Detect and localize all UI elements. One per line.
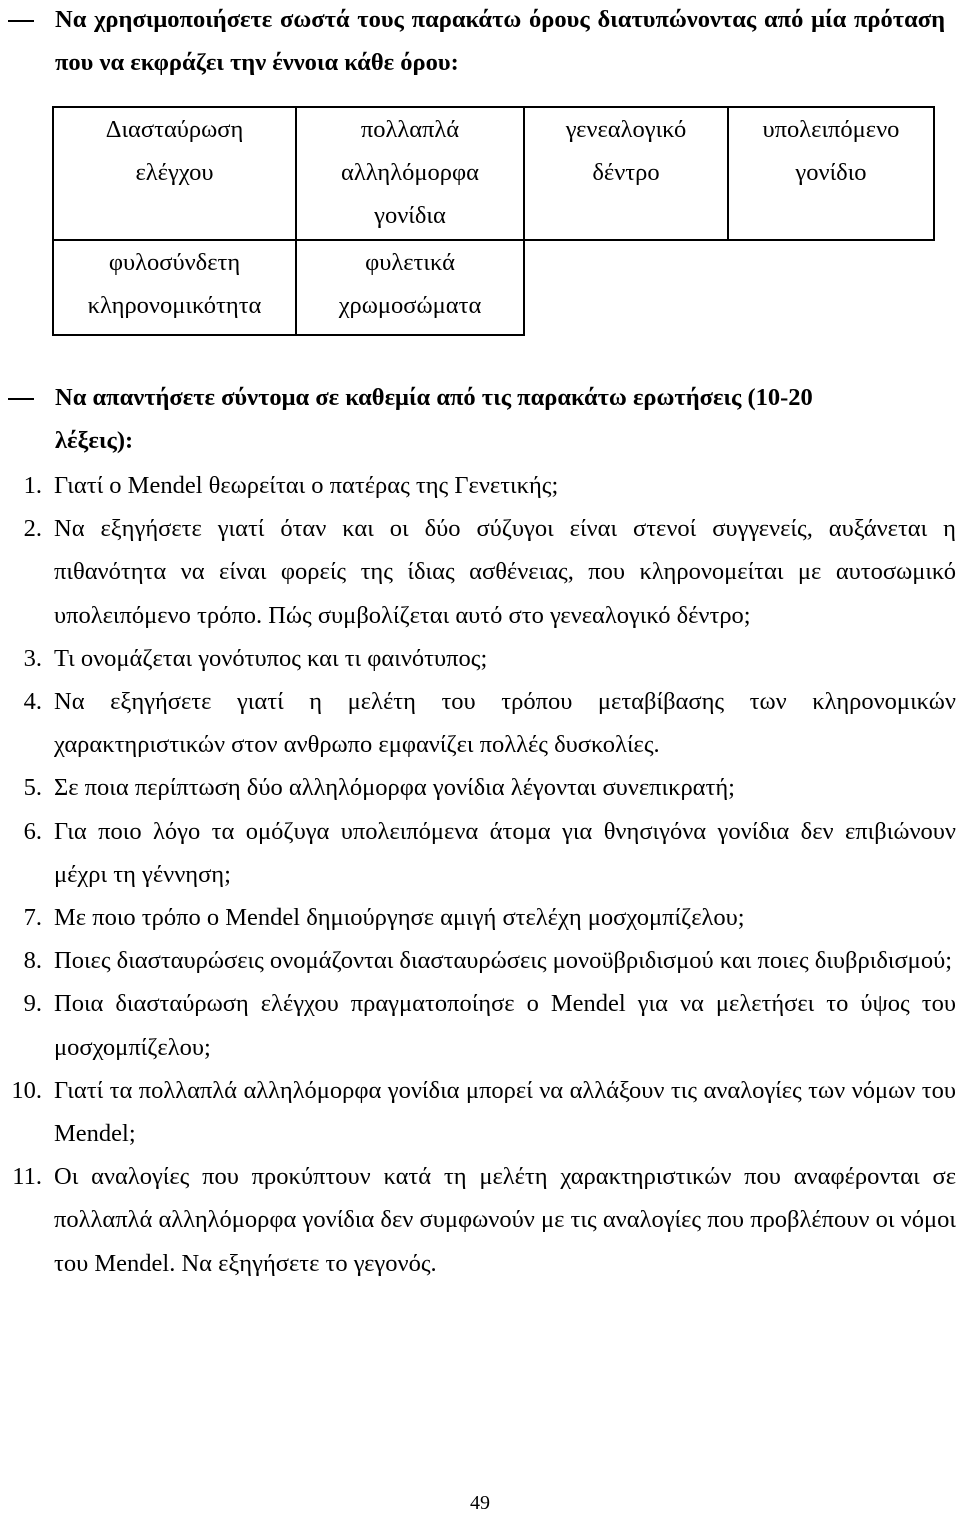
list-item: [0, 1069, 960, 1155]
term-cell: υπολειπόμενο γονίδιο: [728, 107, 934, 240]
list-item: [0, 939, 960, 982]
question-number: 2.: [23, 515, 42, 543]
page-number: 49: [470, 1492, 490, 1514]
list-item: [0, 507, 960, 637]
empty-cell: [728, 240, 934, 335]
question-text: Γιατί ο Mendel θεωρείται ο πατέρας της Γενετικής;: [54, 472, 559, 499]
list-item: [0, 810, 960, 896]
list-item: [0, 766, 960, 809]
list-item: [0, 982, 960, 1068]
question-number: 11.: [12, 1163, 42, 1191]
list-item: [0, 464, 960, 507]
question-number: 9.: [23, 990, 42, 1018]
question-number: 4.: [23, 688, 42, 716]
instruction-terms-text: Να χρησιμοποιήσετε σωστά τους παρακάτω όρους διατυπώνοντας από μία πρόταση που να εκφράζει την έννοια κάθε όρου:: [55, 6, 945, 76]
question-text: Γιατί τα πολλαπλά αλληλόμορφα γονίδια μπορεί να αλλάξουν τις αναλογίες των νόμων του Mendel;: [54, 1076, 956, 1148]
dash-bullet: [8, 398, 34, 400]
question-text: Να εξηγήσετε γιατί όταν και οι δύο σύζυγοι είναι στενοί συγγενείς, αυξάνεται η πιθανότητα να είναι φορείς της ίδιας ασθένειας, που κληρονομείται με αυτοσωμικό υπολειπόμενο τρόπο. Πώς συμβολίζεται αυτό στο γενεαλογικό δέντρο;: [54, 515, 956, 629]
empty-cell: [524, 240, 728, 335]
question-text: Ποιες διασταυρώσεις ονομάζονται διασταυρώσεις μονοϋβριδισμού και ποιες διυβριδισμού;: [54, 947, 953, 975]
question-number: 7.: [23, 904, 42, 932]
question-text: Τι ονομάζεται γονότυπος και τι φαινότυπος;: [54, 644, 488, 672]
question-text: Σε ποια περίπτωση δύο αλληλόμορφα γονίδια λέγονται συνεπικρατή;: [54, 774, 735, 802]
term-cell: φυλετικά χρωμοσώματα: [296, 240, 524, 335]
question-list: [0, 464, 960, 1285]
term-cell: φυλοσύνδετη κληρονομικότητα: [53, 240, 296, 335]
question-number: 3.: [23, 644, 42, 672]
question-text: Ποια διασταύρωση ελέγχου πραγματοποίησε ο Mendel για να μελετήσει το ύψος του μοσχομπίζελου;: [54, 990, 956, 1061]
list-item: [0, 1155, 960, 1285]
list-item: [0, 896, 960, 939]
terms-table: [52, 106, 935, 336]
dash-bullet: [8, 20, 34, 22]
term-cell: Διασταύρωση ελέγχου: [53, 107, 296, 240]
question-number: 8.: [23, 947, 42, 975]
term-cell: πολλαπλά αλληλόμορφα γονίδια: [296, 107, 524, 240]
question-number: 6.: [23, 817, 42, 845]
question-text: Οι αναλογίες που προκύπτουν κατά τη μελέτη χαρακτηριστικών που αναφέρονται σε πολλαπλά αλληλόμορφα γονίδια δεν συμφωνούν με τις αναλογίες που προβλέπουν οι νόμοι του Mendel. Να εξηγήσετε το γεγονός.: [54, 1163, 956, 1277]
term-cell: γενεαλογικό δέντρο: [524, 107, 728, 240]
instruction-questions-text: Να απαντήσετε σύντομα σε καθεμία από τις παρακάτω ερωτήσεις (10-20 λέξεις):: [55, 384, 813, 454]
question-number: 1.: [23, 472, 42, 499]
question-text: Με ποιο τρόπο ο Mendel δημιούργησε αμιγή στελέχη μοσχομπίζελου;: [54, 904, 745, 932]
list-item: [0, 637, 960, 680]
question-text: Να εξηγήσετε γιατί η μελέτη του τρόπου μεταβίβασης των κληρονομικών χαρακτηριστικών στον ανθρωπο εμφανίζει πολλές δυσκολίες.: [54, 688, 956, 759]
question-number: 10.: [11, 1076, 42, 1104]
question-text: Για ποιο λόγο τα ομόζυγα υπολειπόμενα άτομα για θνησιγόνα γονίδια δεν επιβιώνουν μέχρι τη γέννηση;: [54, 817, 956, 888]
question-number: 5.: [23, 774, 42, 802]
list-item: [0, 680, 960, 766]
